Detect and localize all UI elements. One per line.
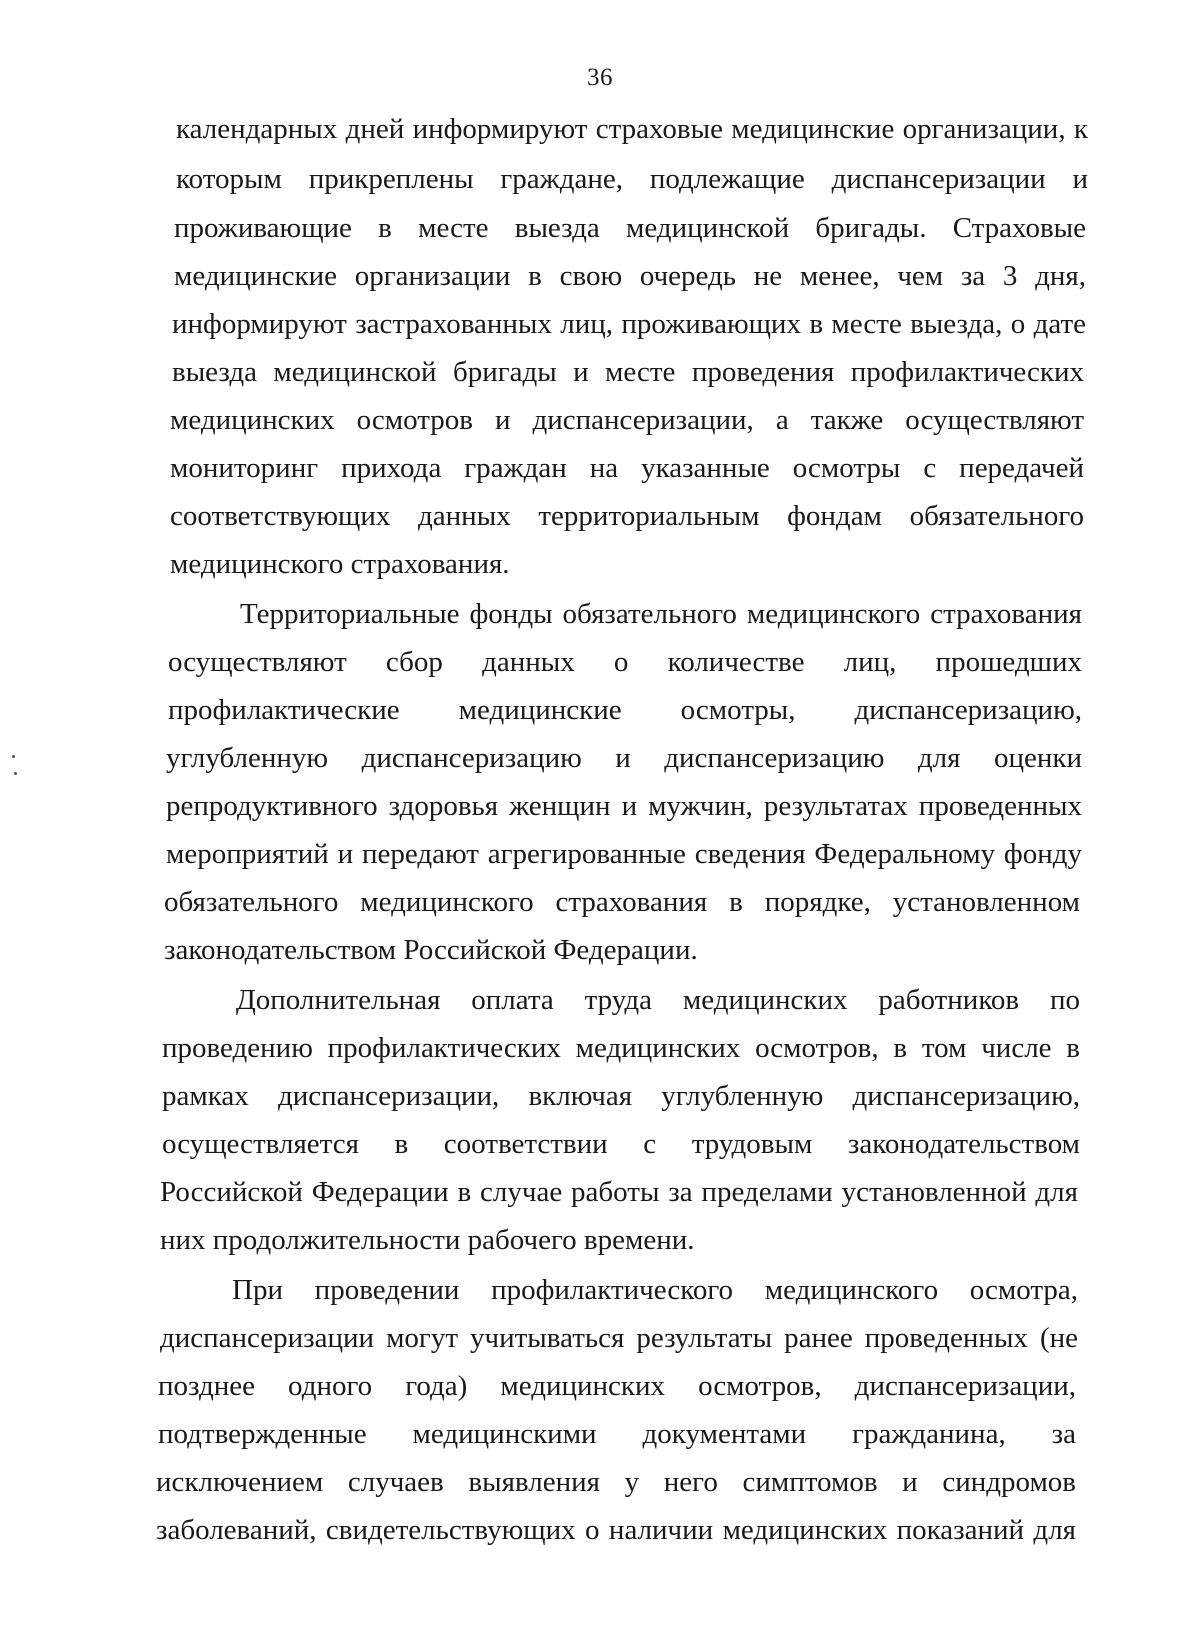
paragraph-1-line-9: соответствующих данных территориальным фондам обязательного xyxy=(170,500,1084,532)
paragraph-4-line-1: При проведении профилактического медицинского осмотра, xyxy=(232,1274,1078,1306)
paragraph-1-line-3: проживающие в месте выезда медицинской бригады. Страховые xyxy=(174,212,1086,244)
paragraph-4-line-6: заболеваний, свидетельствующих о наличии медицинских показаний для xyxy=(156,1514,1076,1546)
paragraph-2-line-7: обязательного медицинского страхования в порядке, установленном xyxy=(164,886,1080,918)
paragraph-2-line-2: осуществляют сбор данных о количестве лиц, прошедших xyxy=(168,646,1082,678)
paragraph-1-line-6: выезда медицинской бригады и месте проведения профилактических xyxy=(172,356,1084,388)
paragraph-2-line-8: законодательством Российской Федерации. xyxy=(164,934,698,966)
paragraph-3-line-3: рамках диспансеризации, включая углубленную диспансеризацию, xyxy=(162,1080,1080,1112)
paragraph-1-line-2: которым прикреплены граждане, подлежащие диспансеризации и xyxy=(176,163,1088,195)
paragraph-3-line-2: проведению профилактических медицинских осмотров, в том числе в xyxy=(162,1032,1080,1064)
paragraph-4-line-4: подтвержденные медицинскими документами гражданина, за xyxy=(158,1418,1076,1450)
paragraph-4-line-2: диспансеризации могут учитываться результаты ранее проведенных (не xyxy=(160,1322,1078,1354)
page-number: 36 xyxy=(587,64,613,91)
scan-speck xyxy=(12,755,15,758)
scan-speck xyxy=(14,772,17,775)
paragraph-2-line-5: репродуктивного здоровья женщин и мужчин, результатах проведенных xyxy=(166,790,1082,822)
paragraph-3-line-4: осуществляется в соответствии с трудовым законодательством xyxy=(162,1128,1080,1160)
paragraph-4-line-5: исключением случаев выявления у него симптомов и синдромов xyxy=(156,1466,1076,1498)
paragraph-1-line-10: медицинского страхования. xyxy=(170,548,510,580)
paragraph-2-line-6: мероприятий и передают агрегированные сведения Федеральному фонду xyxy=(166,838,1082,870)
paragraph-1-line-8: мониторинг прихода граждан на указанные осмотры с передачей xyxy=(170,452,1084,484)
paragraph-2-line-4: углубленную диспансеризацию и диспансеризацию для оценки xyxy=(166,742,1082,774)
paragraph-4-line-3: позднее одного года) медицинских осмотров, диспансеризации, xyxy=(158,1370,1076,1402)
paragraph-2-line-3: профилактические медицинские осмотры, диспансеризацию, xyxy=(168,694,1082,726)
paragraph-3-line-5: Российской Федерации в случае работы за пределами установленной для xyxy=(160,1176,1078,1208)
paragraph-1-line-7: медицинских осмотров и диспансеризации, а также осуществляют xyxy=(170,404,1084,436)
paragraph-2-line-1: Территориальные фонды обязательного медицинского страхования xyxy=(240,598,1082,630)
paragraph-1-line-5: информируют застрахованных лиц, проживающих в месте выезда, о дате xyxy=(172,308,1086,340)
paragraph-1-line-1: календарных дней информируют страховые медицинские организации, к xyxy=(176,113,1088,145)
paragraph-3-line-6: них продолжительности рабочего времени. xyxy=(160,1224,695,1256)
paragraph-1-line-4: медицинские организации в свою очередь не менее, чем за 3 дня, xyxy=(174,260,1086,292)
paragraph-3-line-1: Дополнительная оплата труда медицинских работников по xyxy=(236,984,1080,1016)
